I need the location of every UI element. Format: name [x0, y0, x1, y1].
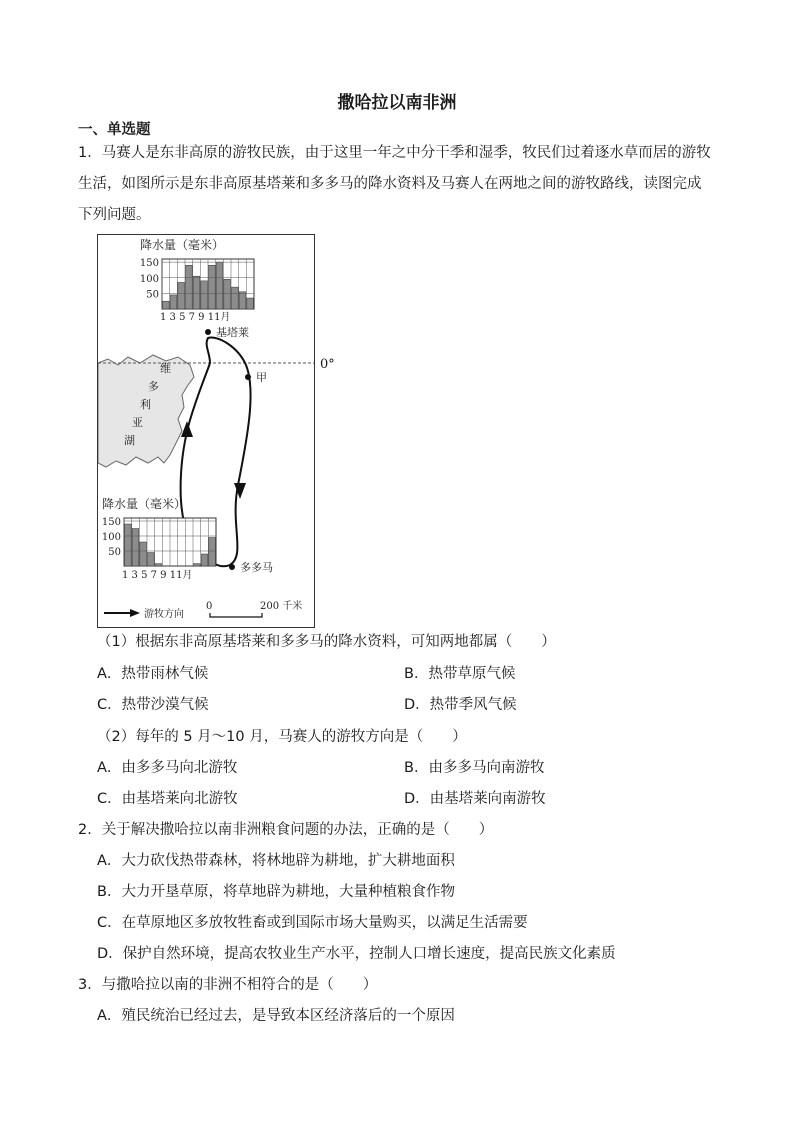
kitale-label: 基塔莱 — [216, 326, 249, 339]
lake-char-2: 多 — [148, 380, 159, 393]
chart2-title: 降水量（毫米） — [102, 497, 187, 511]
rainfall-bar-4 — [186, 265, 193, 309]
legend-arrow-head — [130, 609, 140, 617]
q1-stem-line-1: 1．马赛人是东非高原的游牧民族，由于这里一年之中分干季和湿季，牧民们过着逐水草而居的游牧 — [78, 145, 711, 161]
rainfall-bar-11 — [201, 554, 208, 566]
q2-stem: 2．关于解决撒哈拉以南非洲粮食问题的办法，正确的是（ ） — [78, 822, 494, 838]
y-tick-label: 150 — [101, 517, 121, 528]
q1-stem-line-2: 生活，如图所示是东非高原基塔莱和多多马的降水资料及马赛人在两地之间的游牧路线，读图完成 — [78, 176, 702, 192]
lake-char-1: 维 — [160, 362, 171, 375]
rainfall-bar-5 — [155, 564, 162, 566]
scale-zero: 0 — [206, 601, 213, 612]
y-tick-label: 100 — [139, 273, 159, 285]
point-jia-label: 甲 — [256, 371, 267, 384]
kitale-dot — [205, 329, 211, 335]
scale-bar — [210, 613, 262, 617]
rainfall-bar-2 — [132, 529, 139, 567]
q1-sub1-stem: （1）根据东非高原基塔莱和多多马的降水资料，可知两地都属（ ） — [97, 634, 556, 650]
y-tick-label: 50 — [146, 289, 159, 301]
dodoma-rainfall-chart — [102, 517, 216, 566]
rainfall-bar-10 — [194, 564, 201, 566]
rainfall-bar-6 — [201, 281, 208, 309]
q3-option-a[interactable]: A．殖民统治已经过去，是导致本区经济落后的一个原因 — [97, 1008, 455, 1024]
y-tick-label: 50 — [108, 547, 121, 558]
q1-sub2-option-d[interactable]: D．由基塔莱向南游牧 — [404, 791, 546, 807]
scale-max: 200 千米 — [260, 601, 303, 612]
rainfall-bar-11 — [239, 292, 246, 309]
chart1-x-ticks: 1 3 5 7 9 11月 — [160, 312, 231, 323]
rainfall-bar-3 — [140, 542, 147, 566]
lake-char-5: 湖 — [124, 434, 135, 447]
q2-option-c[interactable]: C．在草原地区多放牧牲畜或到国际市场大量购买，以满足生活需要 — [97, 915, 528, 931]
y-tick-label: 150 — [139, 258, 159, 270]
q1-sub2-option-b[interactable]: B．由多多马向南游牧 — [404, 760, 545, 776]
rainfall-bar-3 — [178, 282, 185, 309]
migration-map-figure — [97, 234, 315, 628]
chart2-x-ticks: 1 3 5 7 9 11月 — [122, 570, 193, 581]
kitale-rainfall-chart — [140, 258, 254, 309]
map-svg — [98, 235, 314, 627]
q2-option-b[interactable]: B．大力开垦草原，将草地辟为耕地，大量种植粮食作物 — [97, 884, 455, 900]
lake-char-3: 利 — [140, 398, 151, 411]
q2-option-a[interactable]: A．大力砍伐热带森林，将林地辟为耕地，扩大耕地面积 — [97, 853, 455, 869]
rainfall-bar-8 — [216, 262, 223, 309]
q1-sub2-option-a[interactable]: A．由多多马向北游牧 — [97, 760, 238, 776]
lake-victoria-shape — [98, 355, 194, 467]
equator-label: 0° — [320, 357, 335, 372]
q1-stem-line-3: 下列问题。 — [78, 207, 151, 223]
section-heading: 一、单选题 — [78, 122, 151, 138]
rainfall-bar-2 — [170, 295, 177, 309]
q1-sub1-option-d[interactable]: D．热带季风气候 — [404, 697, 517, 713]
rainfall-bar-7 — [209, 265, 216, 309]
chart1-title: 降水量（毫米） — [140, 238, 225, 252]
point-jia-dot — [245, 374, 251, 380]
rainfall-bar-4 — [148, 553, 155, 567]
rainfall-bar-5 — [193, 276, 200, 309]
q1-sub1-option-a[interactable]: A．热带雨林气候 — [97, 666, 209, 682]
legend-text: 游牧方向 — [144, 609, 184, 620]
q1-sub1-option-b[interactable]: B．热带草原气候 — [404, 666, 516, 682]
q1-sub2-option-c[interactable]: C．由基塔莱向北游牧 — [97, 791, 238, 807]
dodoma-dot — [229, 564, 235, 570]
q1-sub1-option-c[interactable]: C．热带沙漠气候 — [97, 697, 209, 713]
y-tick-label: 100 — [101, 532, 121, 543]
page-title: 撒哈拉以南非洲 — [337, 93, 457, 113]
rainfall-bar-12 — [247, 298, 254, 309]
q2-option-d[interactable]: D．保护自然环境，提高农牧业生产水平，控制人口增长速度，提高民族文化素质 — [97, 946, 616, 962]
rainfall-bar-1 — [163, 301, 170, 309]
rainfall-bar-9 — [224, 279, 231, 309]
rainfall-bar-1 — [125, 524, 132, 566]
lake-char-4: 亚 — [132, 416, 143, 429]
route-arrow-north — [181, 421, 193, 437]
dodoma-label: 多多马 — [240, 561, 273, 574]
q1-sub2-stem: （2）每年的 5 月～10 月，马赛人的游牧方向是（ ） — [97, 729, 467, 745]
q3-stem: 3．与撒哈拉以南的非洲不相符合的是（ ） — [78, 977, 378, 993]
rainfall-bar-12 — [209, 538, 216, 567]
rainfall-bar-10 — [232, 287, 239, 309]
